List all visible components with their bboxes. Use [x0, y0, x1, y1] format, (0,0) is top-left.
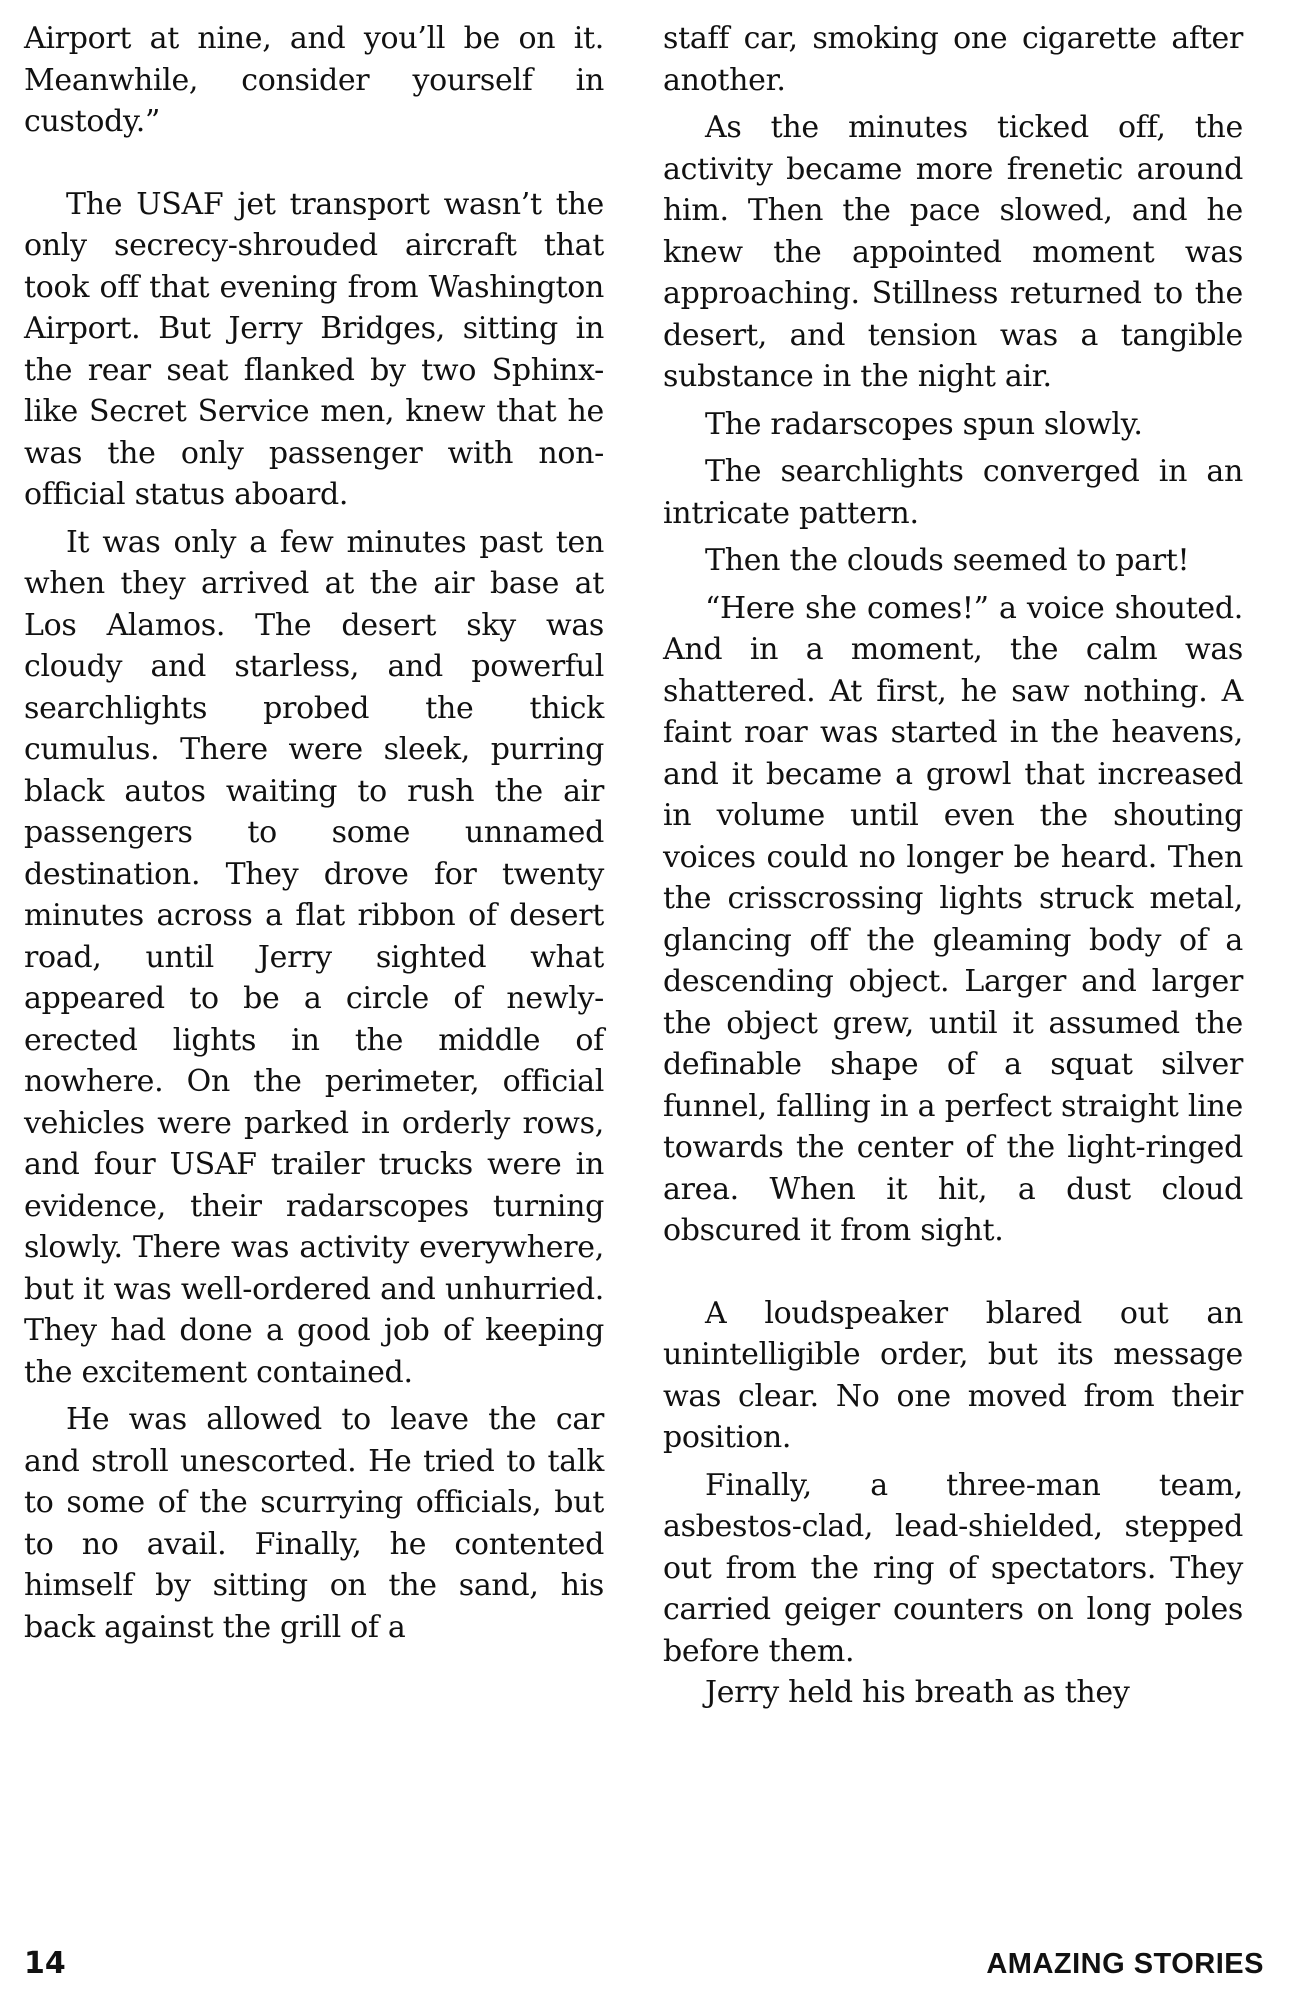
- page-number: 14: [24, 1946, 66, 1981]
- paragraph-minutes-ticked: As the minutes ticked off, the activity became more frenetic around him. Then the pace slowed, and he knew the appointed moment was approaching. Stillness returned to the desert, and tension was a tangible substance in the night air.: [663, 110, 1243, 394]
- paragraph-los-alamos: It was only a few minutes past ten when they arrived at the air base at Los Alamos. The desert sky was cloudy and starless, and powerful searchlights probed the thick cumulus. There were sleek, purring black autos waiting to rush the air passengers to some unnamed destination. They drove for twenty minutes across a flat ribbon of desert road, until Jerry sighted what appeared to be a circle of newly-erected lights in the middle of nowhere. On the perimeter, official vehicles were parked in orderly rows, and four USAF trailer trucks were in evidence, their radarscopes turning slowly. There was activity everywhere, but it was well-ordered and unhurried. They had done a good job of keeping the excitement contained.: [24, 524, 604, 1390]
- paragraph-here-she-comes: “Here she comes!” a voice shouted. And in a moment, the calm was shattered. At first, he saw nothing. A faint roar was started in the heavens, and it became a growl that increased in volume until even the shouting voices could no longer be heard. Then the crisscrossing lights struck metal, glancing off the gleaming body of a descending object. Larger and larger the object grew, until it assumed the definable shape of a squat silver funnel, falling in a perfect straight line towards the center of the light-ringed area. When it hit, a dust cloud obscured it from sight.: [663, 590, 1243, 1248]
- right-column: [663, 18, 1243, 1714]
- paragraph-held-breath: Jerry held his breath as they: [705, 1675, 1130, 1710]
- paragraph-jet-transport: The USAF jet transport wasn’t the only secrecy-shrouded aircraft that took off that evening from Washington Airport. But Jerry Bridges, sitting in the rear seat flanked by two Sphinx-like Secret Service men, knew that he was the only passenger with non-official status aboard.: [24, 186, 604, 512]
- paragraph-searchlights: The searchlights converged in an intricate pattern.: [663, 454, 1243, 531]
- paragraph-radarscopes: The radarscopes spun slowly.: [705, 406, 1143, 442]
- paragraph-stroll: He was allowed to leave the car and stroll unescorted. He tried to talk to some of the scurrying officials, but to no avail. Finally, he contented himself by sitting on the sand, his back against the grill of a: [24, 1402, 604, 1645]
- left-column: [24, 18, 604, 1648]
- page-footer: [24, 1946, 1264, 1986]
- paragraph-three-man-team: Finally, a three-man team, asbestos-clad, lead-shielded, stepped out from the ring of spectators. They carried geiger counters on long poles before them.: [663, 1467, 1243, 1669]
- paragraph-continued-dialogue: Airport at nine, and you’ll be on it. Meanwhile, consider yourself in custody.”: [24, 21, 604, 139]
- paragraph-loudspeaker: A loudspeaker blared out an unintelligible order, but its message was clear. No one moved from their position.: [663, 1295, 1243, 1455]
- paragraph-staff-car: staff car, smoking one cigarette after another.: [663, 21, 1243, 98]
- magazine-name: AMAZING STORIES: [986, 1948, 1264, 1980]
- paragraph-clouds-part: Then the clouds seemed to part!: [705, 543, 1190, 578]
